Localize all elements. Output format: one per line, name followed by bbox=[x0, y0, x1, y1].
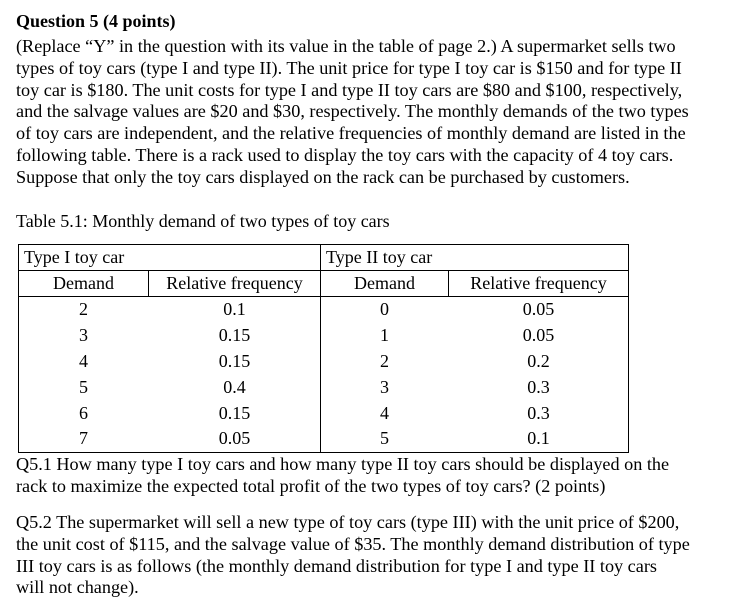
table-cell: 0.4 bbox=[223, 377, 246, 397]
table-cell: 0.1 bbox=[527, 428, 550, 448]
q52-line: the unit cost of $115, and the salvage value of $35. The monthly demand distribution of type bbox=[16, 533, 690, 554]
column-header: Demand bbox=[354, 273, 415, 293]
table-cell: 4 bbox=[380, 403, 389, 423]
table-cell: 0.3 bbox=[527, 403, 550, 423]
table-caption: Table 5.1: Monthly demand of two types of toy cars bbox=[16, 211, 390, 231]
q52-line: will not change). bbox=[16, 577, 139, 598]
intro-line: (Replace “Y” in the question with its value in the table of page 2.) A supermarket sells two bbox=[16, 36, 676, 56]
intro-line: Suppose that only the toy cars displayed on the rack can be purchased by customers. bbox=[16, 166, 630, 187]
table-cell: 0.15 bbox=[218, 403, 251, 423]
q52-line: III toy cars is as follows (the monthly demand distribution for type I and type II toy cars bbox=[16, 555, 657, 576]
q52-line: Q5.2 The supermarket will sell a new type of toy cars (type III) with the unit price of $200, bbox=[16, 512, 680, 532]
intro-line: types of toy cars (type I and type II). The unit price for type I toy car is $150 and for type II bbox=[16, 57, 682, 78]
table-cell: 0.05 bbox=[522, 299, 555, 319]
column-header: Relative frequency bbox=[470, 273, 607, 293]
table-cell: 0.1 bbox=[223, 299, 246, 319]
column-header: Relative frequency bbox=[166, 273, 303, 293]
table-cell: 0.15 bbox=[218, 325, 251, 345]
table-cell: 1 bbox=[380, 325, 389, 345]
table-cell: 0.2 bbox=[527, 351, 550, 371]
question-intro bbox=[16, 36, 689, 189]
intro-line: toy car is $180. The unit costs for type I and type II toy cars are $80 and $100, respectively, bbox=[16, 79, 683, 100]
table-cell: 5 bbox=[79, 377, 88, 397]
q51-line: rack to maximize the expected total profit of the two types of toy cars? (2 points) bbox=[16, 475, 606, 496]
table-cell: 4 bbox=[79, 351, 88, 371]
table-cell: 6 bbox=[79, 403, 88, 423]
q51-line: Q5.1 How many type I toy cars and how many type II toy cars should be displayed on the bbox=[16, 454, 670, 474]
group-header-type2: Type II toy car bbox=[326, 247, 433, 267]
intro-line: of toy cars are independent, and the relative frequencies of monthly demand are listed in the bbox=[16, 123, 686, 144]
table-cell: 0.05 bbox=[522, 325, 555, 345]
table-cell: 0.15 bbox=[218, 351, 251, 371]
table-rule bbox=[18, 452, 629, 453]
intro-line: following table. There is a rack used to display the toy cars with the capacity of 4 toy cars. bbox=[16, 144, 674, 165]
question-5-2 bbox=[16, 512, 690, 599]
table-cell: 5 bbox=[380, 428, 389, 448]
group-header-type1: Type I toy car bbox=[24, 247, 125, 267]
table-rule bbox=[628, 244, 629, 453]
table-cell: 0.3 bbox=[527, 377, 550, 397]
intro-line: and the salvage values are $20 and $30, respectively. The monthly demands of the two types bbox=[16, 101, 689, 122]
table-cell: 3 bbox=[380, 377, 389, 397]
table-cell: 7 bbox=[79, 428, 88, 448]
table-cell: 0 bbox=[380, 299, 389, 319]
question-5-1 bbox=[16, 454, 669, 498]
table-cell: 2 bbox=[380, 351, 389, 371]
table-cell: 0.05 bbox=[218, 428, 251, 448]
column-header: Demand bbox=[53, 273, 114, 293]
question-title: Question 5 (4 points) bbox=[16, 11, 176, 31]
demand-table bbox=[18, 244, 629, 453]
table-cell: 3 bbox=[79, 325, 88, 345]
table-cell: 2 bbox=[79, 299, 88, 319]
